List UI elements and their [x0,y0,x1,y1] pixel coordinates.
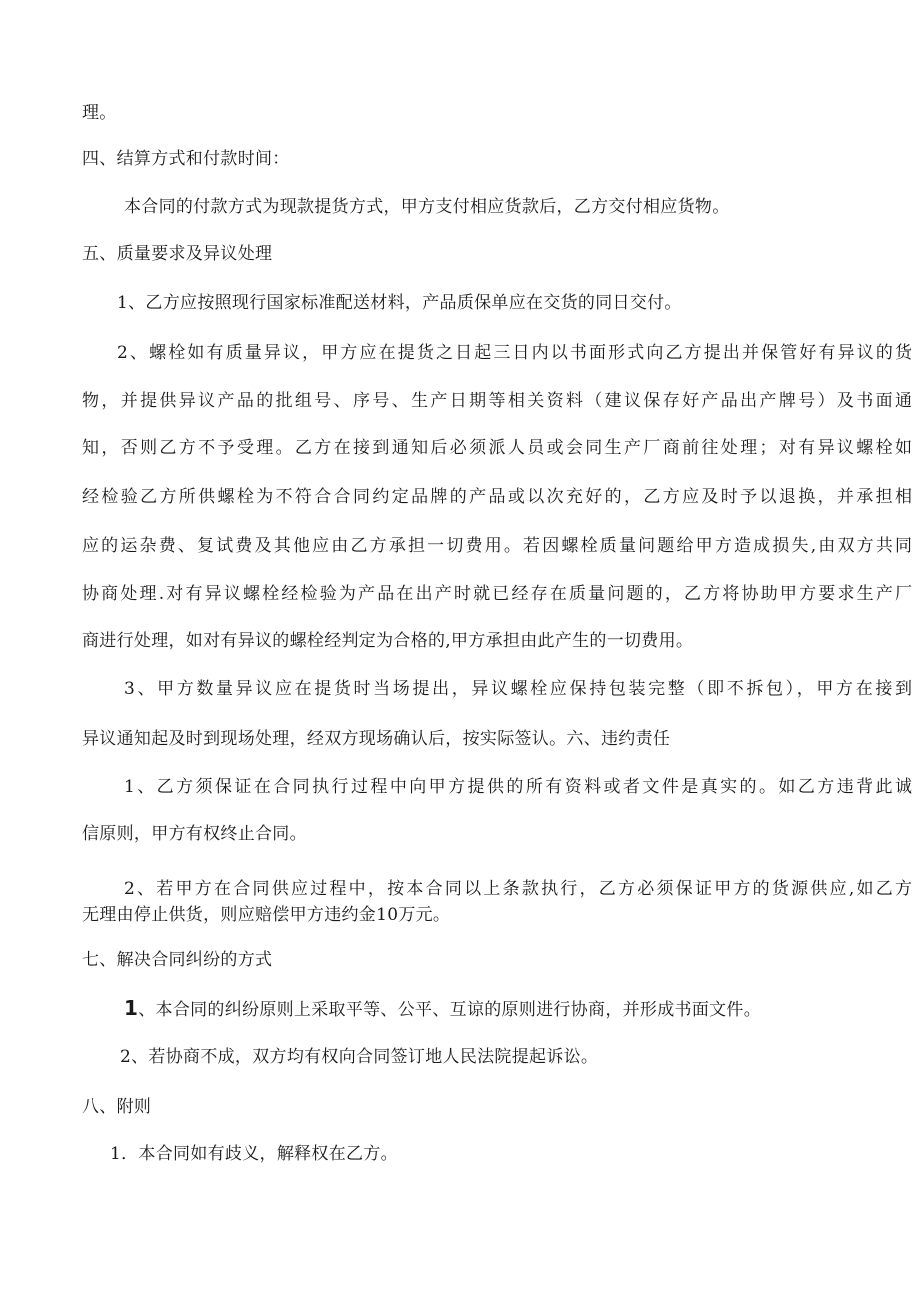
text-line: 异议通知起及时到现场处理，经双方现场确认后，按实际签认。六、违约责任 [82,729,671,749]
text-line: 1、乙方应按照现行国家标准配送材料，产品质保单应在交货的同日交付。 [117,293,682,313]
text-line: 2、若甲方在合同供应过程中，按本合同以上条款执行，乙方必须保证甲方的货源供应,如乙方 [124,879,912,899]
text-line: 本合同的付款方式为现款提货方式，甲方支付相应货款后，乙方交付相应货物。 [124,197,730,217]
section-heading-disputes: 七、解决合同纠纷的方式 [82,950,273,970]
text-line: 协商处理.对有异议螺栓经检验为产品在出产时就已经存在质量问题的，乙方将协助甲方要求生产厂 [82,584,912,604]
text-line: 理。 [82,103,117,123]
text-line: 经检验乙方所供螺栓为不符合合同约定品牌的产品或以次充好的，乙方应及时予以退换，并承担相 [82,487,912,507]
text-line: 3、甲方数量异议应在提货时当场提出，异议螺栓应保持包装完整（即不拆包），甲方在接到 [124,679,912,699]
clause-number: 1 [124,996,139,1020]
section-heading-settlement: 四、结算方式和付款时间： [82,149,290,169]
text-line: 物，并提供异议产品的批组号、序号、生产日期等相关资料（建议保存好产品出产牌号）及书面通 [82,391,912,411]
text-line [124,997,761,1021]
text-line: 应的运杂费、复试费及其他应由乙方承担一切费用。若因螺栓质量问题给甲方造成损失,由双方共同 [82,536,912,556]
text-line: 2、若协商不成，双方均有权向合同签订地人民法院提起诉讼。 [120,1047,599,1067]
text-line: 信原则，甲方有权终止合同。 [82,824,307,844]
text-line: 1．本合同如有歧义，解释权在乙方。 [110,1144,398,1164]
text-line: 2、螺栓如有质量异议，甲方应在提货之日起三日内以书面形式向乙方提出并保管好有异议的货 [117,343,912,363]
section-heading-appendix: 八、附则 [82,1097,152,1117]
section-heading-quality: 五、质量要求及异议处理 [82,244,273,264]
text-line: 1、乙方须保证在合同执行过程中向甲方提供的所有资料或者文件是真实的。如乙方违背此诚 [124,777,912,797]
clause-text: 、本合同的纠纷原则上采取平等、公平、互谅的原则进行协商，并形成书面文件。 [138,1000,762,1020]
text-line: 无理由停止供货，则应赔偿甲方违约金10万元。 [82,905,451,925]
text-line: 知，否则乙方不予受理。乙方在接到通知后必须派人员或会同生产厂商前往处理；对有异议螺栓如 [82,438,912,458]
text-line: 商进行处理，如对有异议的螺栓经判定为合格的,甲方承担由此产生的一切费用。 [82,631,694,651]
